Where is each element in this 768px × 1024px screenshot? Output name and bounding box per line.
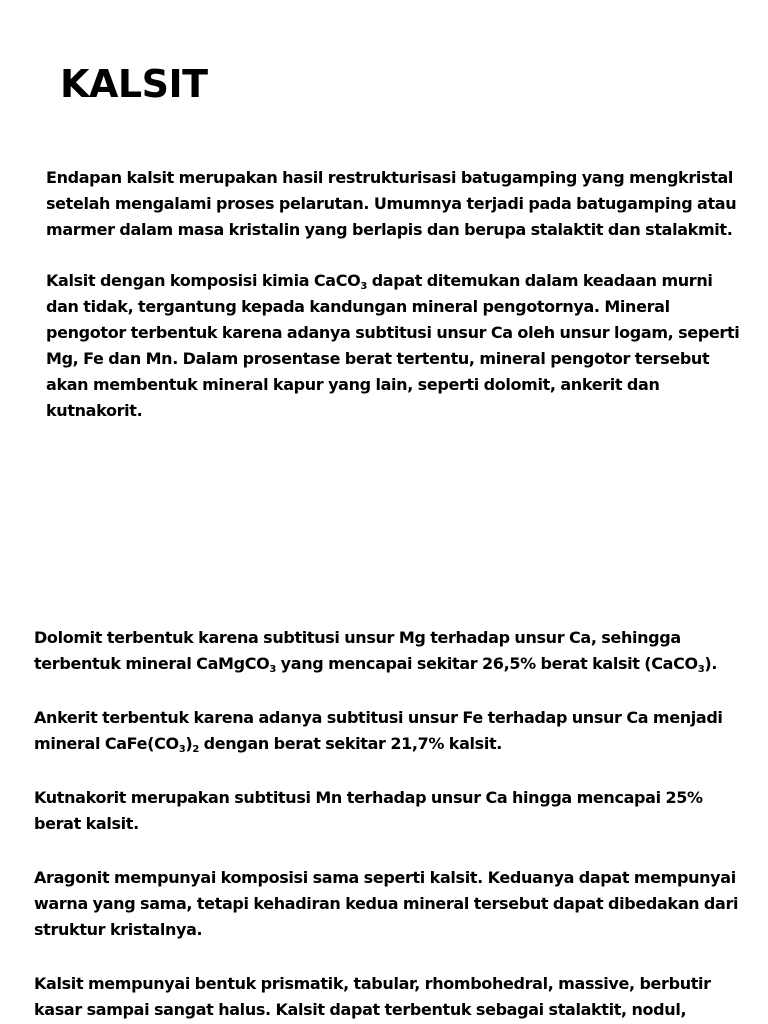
text-run: ). — [704, 654, 718, 673]
slide-2-body — [34, 625, 754, 1023]
paragraph-komposisi-kalsit — [46, 268, 746, 424]
text-run: dengan berat sekitar 21,7% kalsit. — [198, 734, 503, 753]
text-run: dapat ditemukan dalam keadaan murni dan tidak, tergantung kepada kandungan mineral pengotornya. Mineral pengotor terbentuk karena adanya subtitusi unsur Ca oleh unsur logam, seperti Mg, Fe dan Mn. Dalam prosentase berat tertentu, mineral pengotor tersebut akan membentuk mineral kapur yang lain, seperti dolomit, ankerit dan kutnakorit. — [46, 271, 740, 420]
subscript: 3 — [697, 664, 705, 675]
subscript: 3 — [269, 664, 276, 675]
text-run: Dolomit terbentuk karena subtitusi unsur Mg terhadap unsur Ca, sehingga terbentuk mineral CaMgCO — [34, 628, 681, 673]
paragraph-kutnakorit: Kutnakorit merupakan subtitusi Mn terhadap unsur Ca hingga mencapai 25% berat kalsit. — [34, 788, 703, 833]
paragraph-ankerit — [34, 705, 754, 757]
paragraph-endapan-kalsit: Endapan kalsit merupakan hasil restrukturisasi batugamping yang mengkristal setelah mengalami proses pelarutan. Umumnya terjadi pada batugamping atau marmer dalam masa kristalin yang berlapis dan berupa stalaktit dan stalakmit. — [46, 168, 737, 239]
text-run: ) — [185, 734, 193, 753]
slide-1-body — [46, 165, 746, 424]
paragraph-aragonit: Aragonit mempunyai komposisi sama seperti kalsit. Keduanya dapat mempunyai warna yang sama, tetapi kehadiran kedua mineral tersebut dapat dibedakan dari struktur kristalnya. — [34, 868, 739, 939]
text-run: Ankerit terbentuk karena adanya subtitusi unsur Fe terhadap unsur Ca menjadi mineral CaFe(CO — [34, 708, 723, 753]
text-run: yang mencapai sekitar 26,5% berat kalsit (CaCO — [275, 654, 698, 673]
text-run: Kalsit dengan komposisi kimia CaCO — [46, 271, 361, 290]
paragraph-dolomit — [34, 625, 754, 677]
slide-2 — [0, 512, 768, 1024]
subscript: 3 — [178, 744, 186, 755]
slide-title: KALSIT — [60, 62, 208, 106]
subscript: 3 — [360, 281, 367, 292]
paragraph-bentuk-kalsit: Kalsit mempunyai bentuk prismatik, tabular, rhombohedral, massive, berbutir kasar sampai sangat halus. Kalsit dapat terbentuk sebagai stalaktit, nodul, — [34, 974, 711, 1019]
subscript: 2 — [192, 744, 199, 755]
